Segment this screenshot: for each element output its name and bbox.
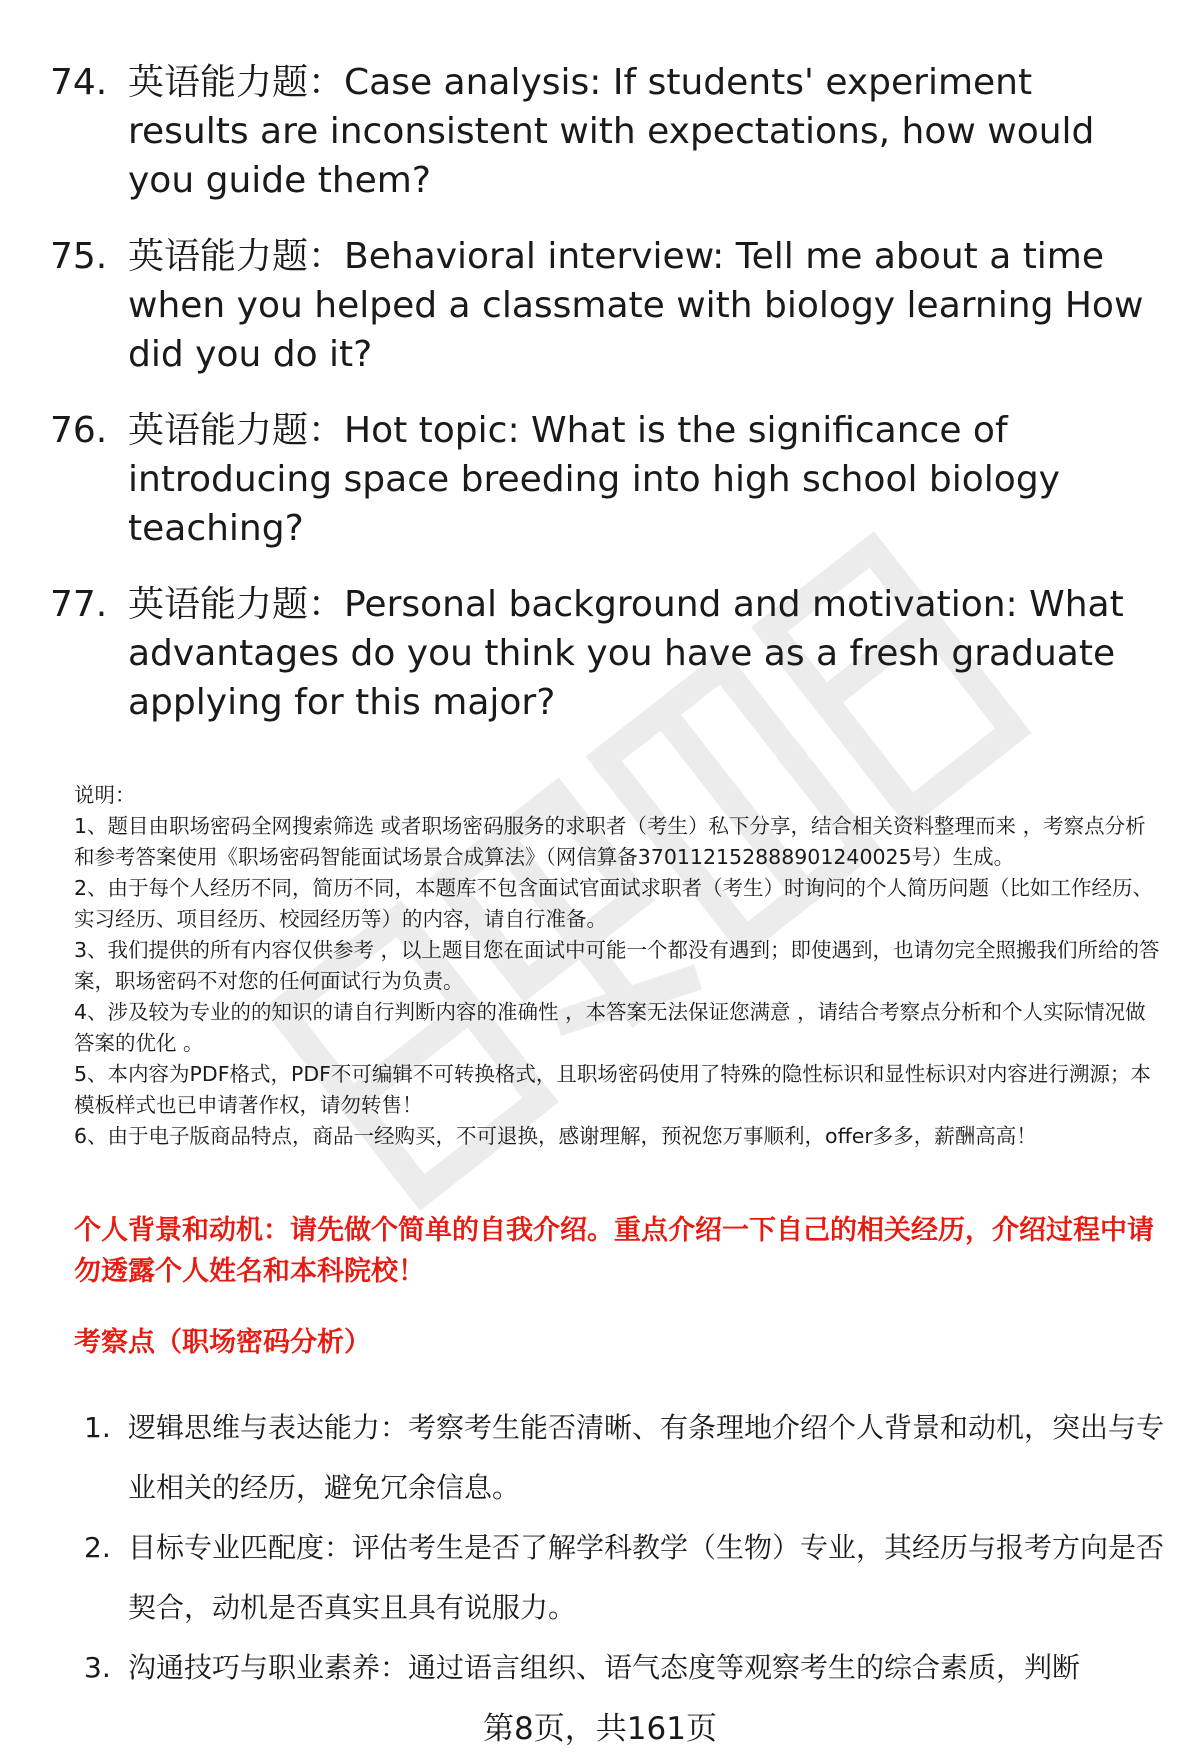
note-item: 2、由于每个人经历不同，简历不同，本题库不包含面试官面试求职者（考生）时询问的个人简历问题（比如工作经历、实习经历、项目经历、校园经历等）的内容，请自行准备。 bbox=[74, 876, 1154, 931]
question-number: 74. bbox=[50, 62, 108, 103]
section-subheading: 考察点（职场密码分析） bbox=[74, 1327, 371, 1358]
question-list bbox=[50, 58, 1160, 754]
question-item bbox=[50, 406, 1160, 553]
point-number: 3. bbox=[84, 1651, 111, 1684]
point-text: 沟通技巧与职业素养：通过语言组织、语气态度等观察考生的综合素质，判断 bbox=[128, 1651, 1081, 1684]
note-item: 3、我们提供的所有内容仅供参考 ，以上题目您在面试中可能一个都没有遇到；即使遇到，也请勿完全照搬我们所给的答案，职场密码不对您的任何面试行为负责。 bbox=[74, 938, 1160, 993]
section-heading: 个人背景和动机：请先做个简单的自我介绍。重点介绍一下自己的相关经历，介绍过程中请勿透露个人姓名和本科院校！ bbox=[74, 1215, 1154, 1287]
analysis-point bbox=[84, 1398, 1164, 1518]
question-number: 77. bbox=[50, 584, 108, 625]
question-text: 英语能力题：Personal background and motivation: What advantages do you think you have as a fresh graduate applying for this major? bbox=[128, 584, 1124, 723]
question-item bbox=[50, 232, 1160, 379]
note-item: 5、本内容为PDF格式，PDF不可编辑不可转换格式，且职场密码使用了特殊的隐性标识和显性标识对内容进行溯源；本模板样式也已申请著作权，请勿转售！ bbox=[74, 1062, 1151, 1117]
notes-title: 说明： bbox=[74, 783, 136, 807]
question-item bbox=[50, 58, 1160, 205]
question-number: 75. bbox=[50, 236, 108, 277]
point-number: 1. bbox=[84, 1411, 111, 1444]
question-text: 英语能力题：Behavioral interview: Tell me about a time when you helped a classmate with biology learning How did you do it? bbox=[128, 236, 1144, 375]
question-item bbox=[50, 580, 1160, 727]
note-item: 6、由于电子版商品特点，商品一经购买，不可退换，感谢理解，预祝您万事顺利，offer多多，薪酬高高！ bbox=[74, 1124, 1037, 1148]
question-number: 76. bbox=[50, 410, 108, 451]
notes-section bbox=[74, 780, 1164, 1152]
note-item: 4、涉及较为专业的的知识的请自行判断内容的准确性 ，本答案无法保证您满意 ，请结合考察点分析和个人实际情况做答案的优化 。 bbox=[74, 1000, 1146, 1055]
point-text: 逻辑思维与表达能力：考察考生能否清晰、有条理地介绍个人背景和动机，突出与专业相关的经历，避免冗余信息。 bbox=[128, 1411, 1165, 1504]
point-text: 目标专业匹配度：评估考生是否了解学科教学（生物）专业，其经历与报考方向是否契合，动机是否真实且具有说服力。 bbox=[128, 1531, 1165, 1624]
question-text: 英语能力题：Case analysis: If students' experiment results are inconsistent with expectations, how would you guide them? bbox=[128, 62, 1095, 201]
analysis-point bbox=[84, 1638, 1164, 1698]
analysis-point-list bbox=[84, 1398, 1164, 1698]
analysis-point bbox=[84, 1518, 1164, 1638]
question-text: 英语能力题：Hot topic: What is the significance of introducing space breeding into high school biology teaching? bbox=[128, 410, 1060, 549]
page-number: 第8页，共161页 bbox=[483, 1711, 717, 1747]
point-number: 2. bbox=[84, 1531, 111, 1564]
note-item: 1、题目由职场密码全网搜索筛选 或者职场密码服务的求职者（考生）私下分享，结合相关资料整理而来 ，考察点分析和参考答案使用《职场密码智能面试场景合成算法》（网信算备370112152888901240025号）生成。 bbox=[74, 814, 1146, 869]
